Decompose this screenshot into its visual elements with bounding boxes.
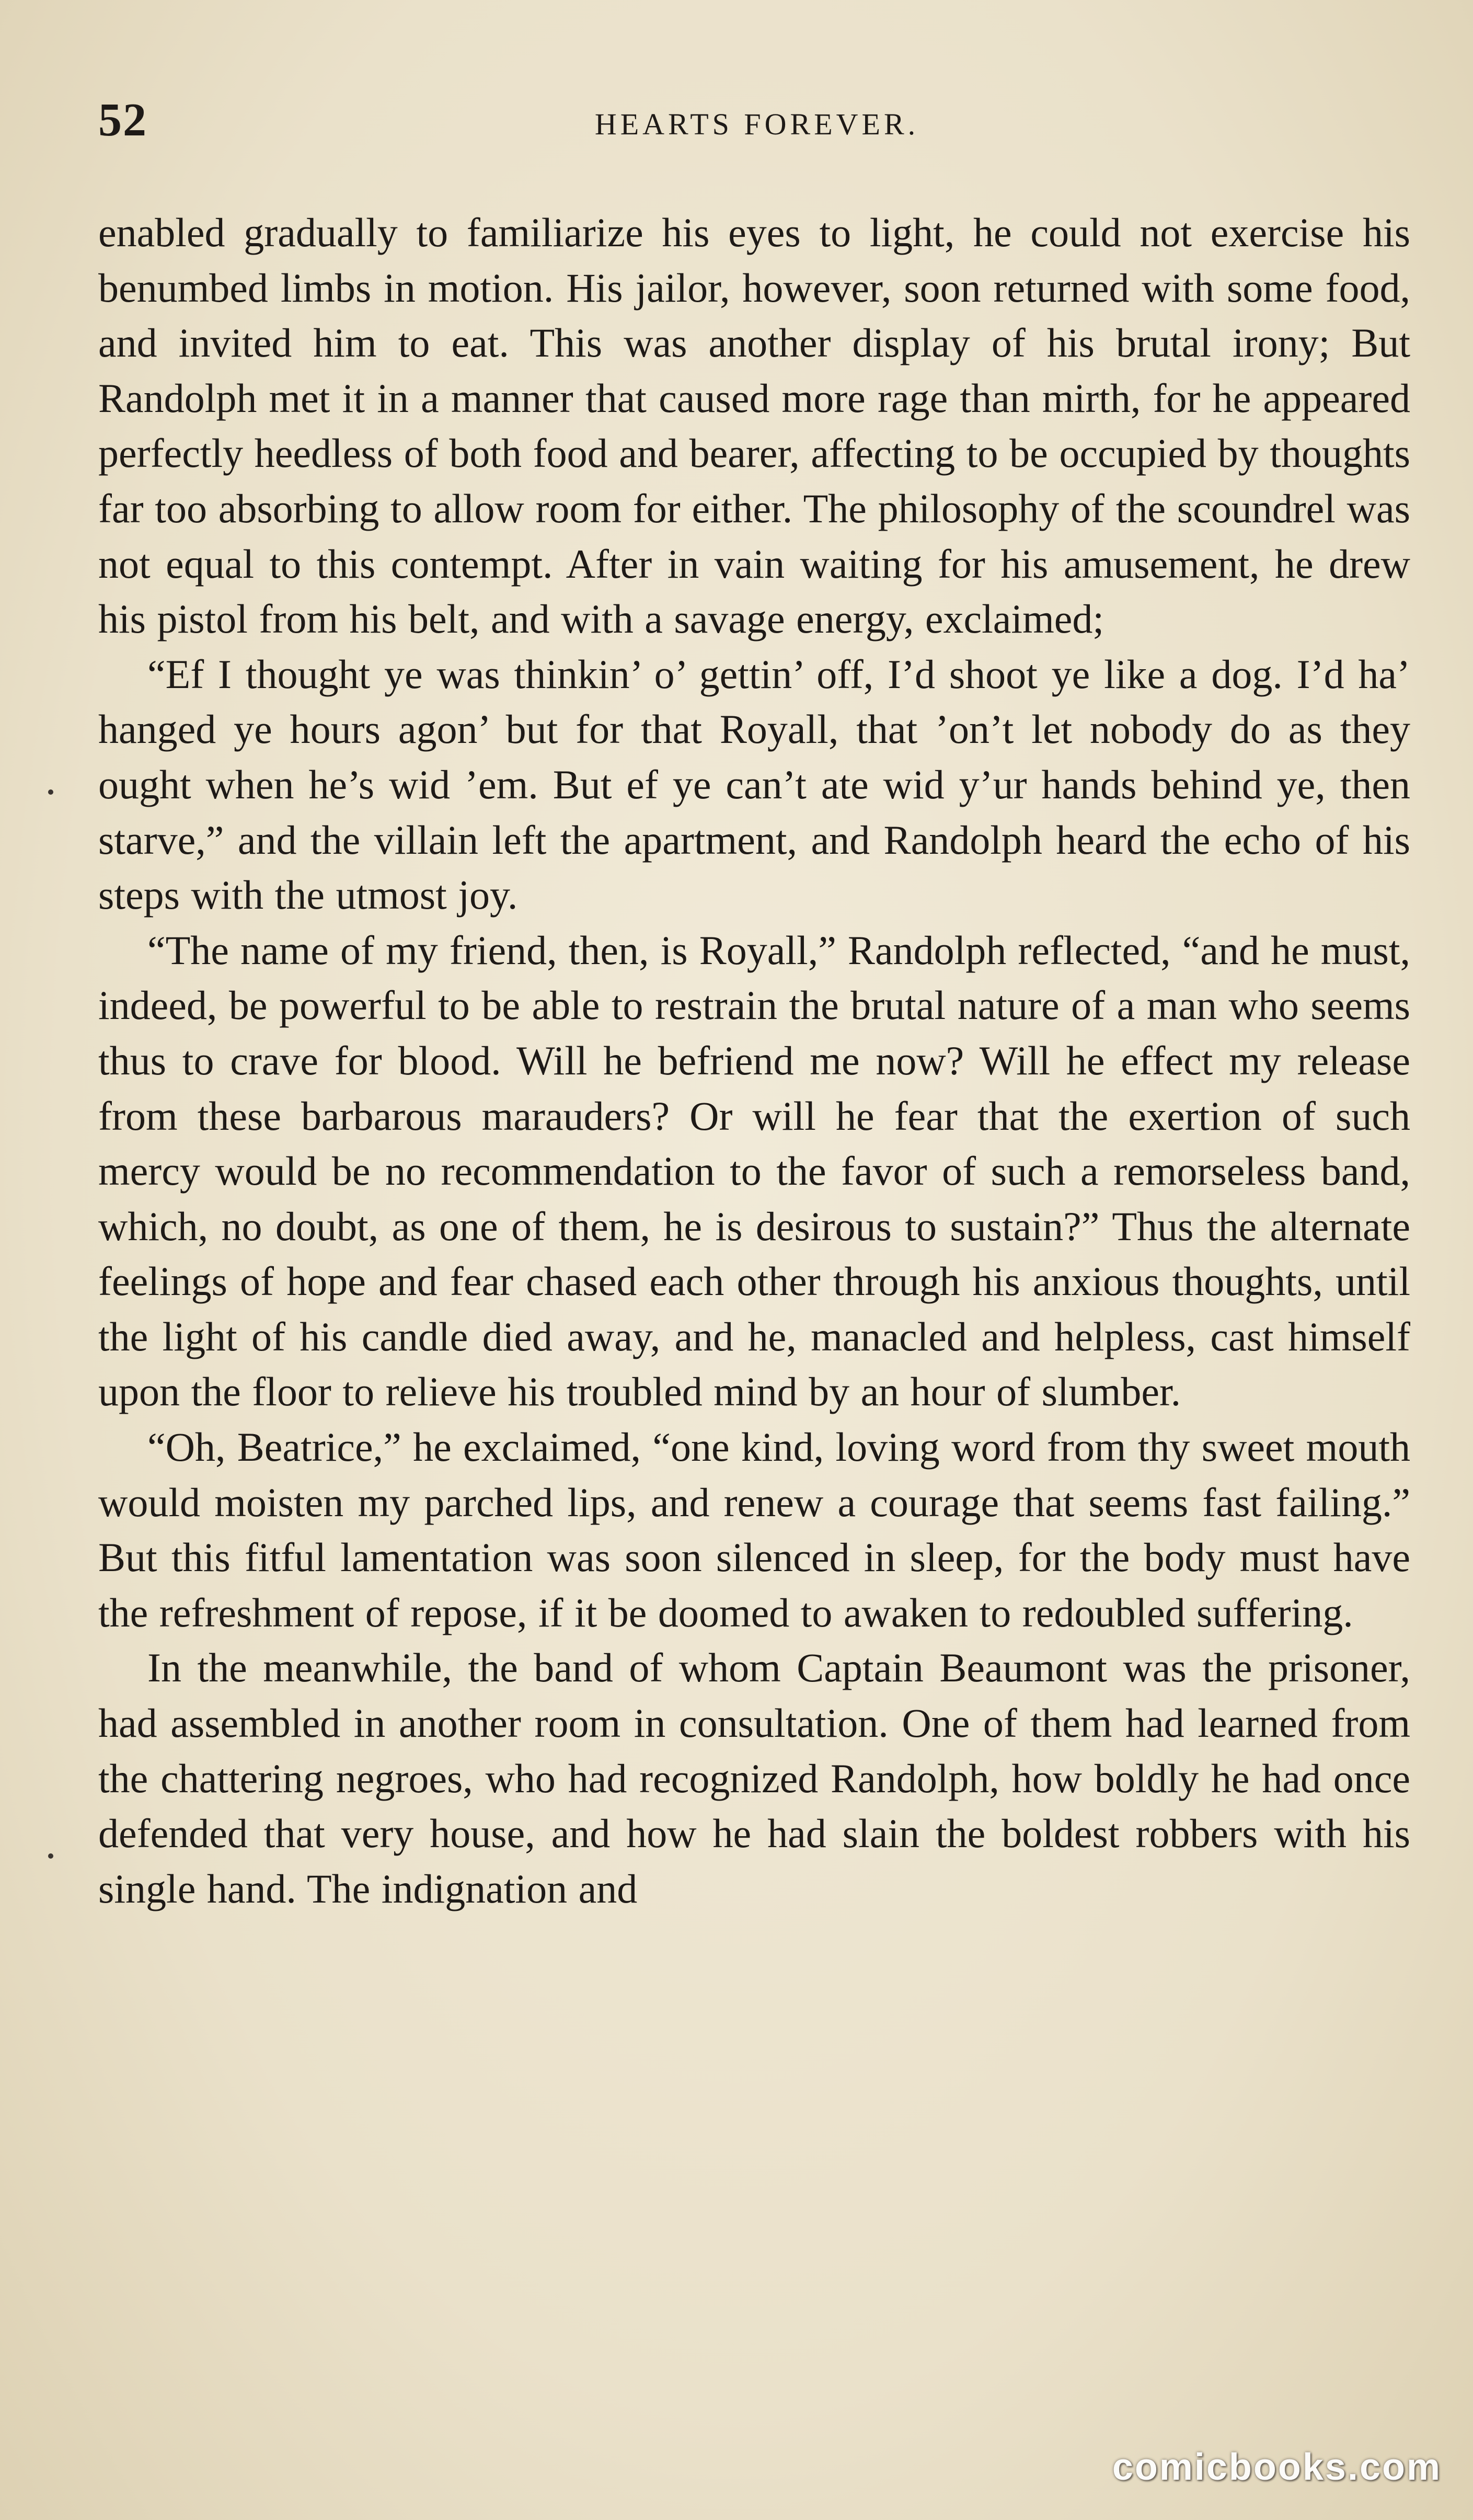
page-header bbox=[98, 89, 1416, 152]
watermark: comicbooks.com bbox=[1112, 2446, 1442, 2488]
paragraph: “Oh, Beatrice,” he exclaimed, “one kind, loving word from thy sweet mouth would moisten my parched lips, and renew a courage that seems fast failing.” But this fitful lamentation was soon silenced in sleep, for the body must have the refreshment of repose, if it be doomed to awaken to redoubled suffering. bbox=[98, 1424, 1410, 1635]
paragraph: “Ef I thought ye was thinkin’ o’ gettin’ off, I’d shoot ye like a dog. I’d ha’ hanged ye hours agon’ but for that Royall, that ’on’t let nobody do as they ought when he’s wid ’em. But ef ye can’t ate wid y’ur hands behind ye, then starve,” and the villain left the apartment, and Randolph heard the echo of his steps with the utmost joy. bbox=[98, 651, 1410, 918]
running-title: HEARTS FOREVER. bbox=[594, 107, 919, 141]
page-number: 52 bbox=[98, 94, 147, 146]
paragraph: “The name of my friend, then, is Royall,” Randolph reflected, “and he must, indeed, be powerful to be able to restrain the brutal nature of a man who seems thus to crave for blood. Will he befriend me now? Will he effect my release from these barbarous marauders? Or will he fear that the exertion of such mercy would be no recommendation to the favor of such a remorseless band, which, no doubt, as one of them, he is desirous to sustain?” Thus the alternate feelings of hope and fear chased each other through his anxious thoughts, until the light of his candle died away, and he, manacled and helpless, cast himself upon the floor to relieve his troubled mind by an hour of slumber. bbox=[98, 927, 1410, 1415]
body-text bbox=[98, 205, 1410, 1916]
paragraph: In the meanwhile, the band of whom Captain Beaumont was the prisoner, had assembled in another room in consultation. One of them had learned from the chattering negroes, who had recognized Randolph, how boldly he had once defended that very house, and how he had slain the boldest robbers with his single hand. The indignation and bbox=[98, 1645, 1410, 1911]
paragraph-continued: enabled gradually to familiarize his eyes to light, he could not exercise his benumbed limbs in motion. His jailor, however, soon returned with some food, and invited him to eat. This was another display of his brutal irony; But Randolph met it in a manner that caused more rage than mirth, for he appeared perfectly heedless of both food and bearer, affecting to be occupied by thoughts far too absorbing to allow room for either. The philosophy of the scoundrel was not equal to this contempt. After in vain waiting for his amusement, he drew his pistol from his belt, and with a savage energy, exclaimed; bbox=[98, 210, 1410, 642]
margin-speck bbox=[48, 1853, 53, 1859]
margin-speck bbox=[48, 789, 53, 795]
